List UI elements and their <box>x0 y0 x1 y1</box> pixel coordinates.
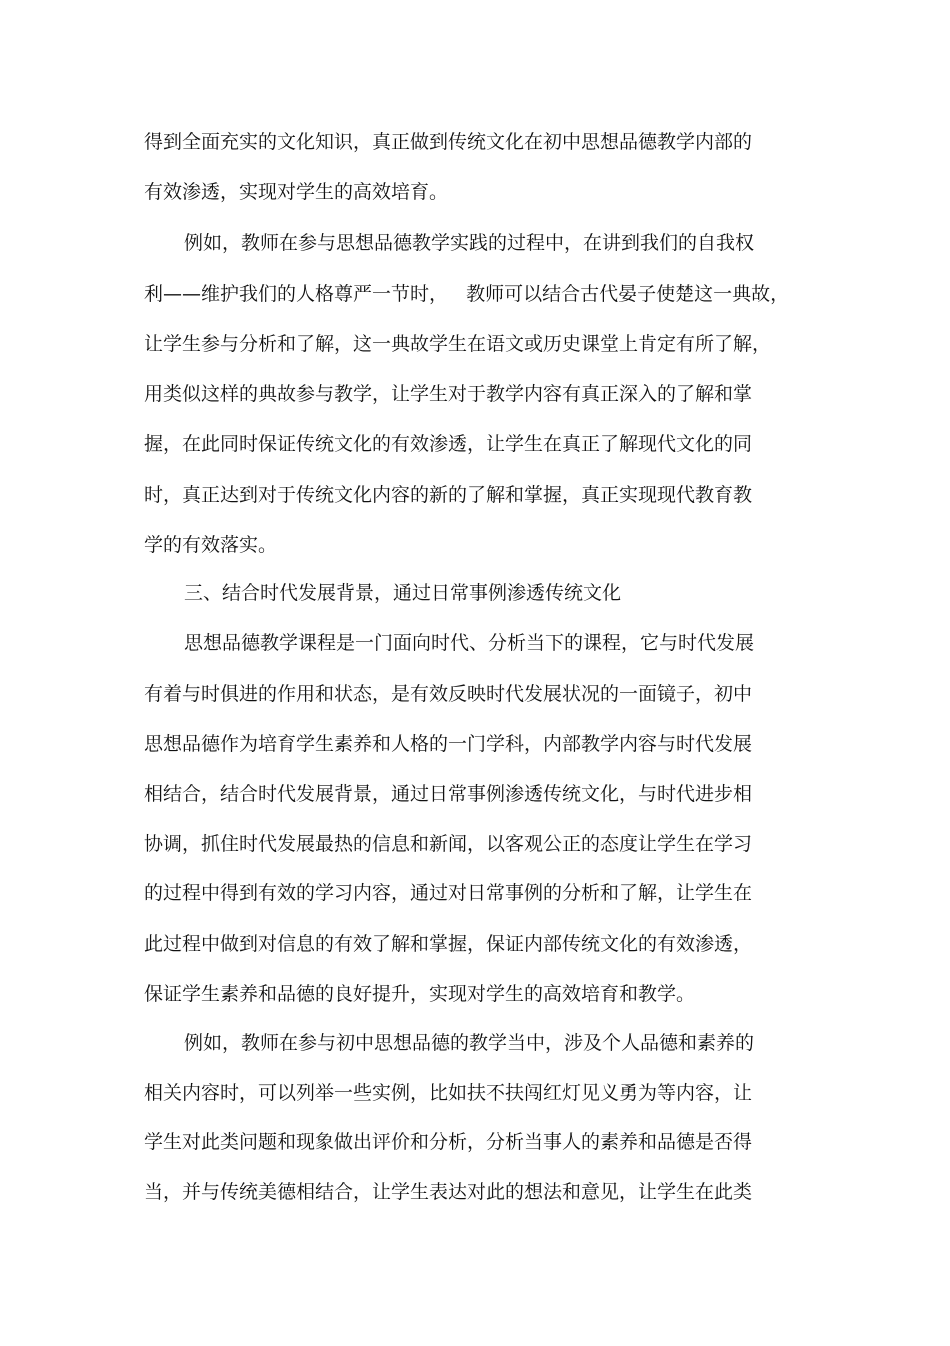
text-line: 相关内容时，可以列举一些实例，比如扶不扶闯红灯见义勇为等内容，让 <box>144 1082 753 1104</box>
text-line: 让学生参与分析和了解，这一典故学生在语文或历史课堂上肯定有所了解， <box>144 333 772 355</box>
text-line: 握，在此同时保证传统文化的有效渗透，让学生在真正了解现代文化的同 <box>144 433 753 455</box>
text-line: 例如，教师在参与思想品德教学实践的过程中，在讲到我们的自我权 <box>184 232 755 254</box>
text-line: 相结合，结合时代发展背景，通过日常事例渗透传统文化，与时代进步相 <box>144 783 753 805</box>
text-line: 此过程中做到对信息的有效了解和掌握，保证内部传统文化的有效渗透， <box>144 933 753 955</box>
text-line: 有着与时俱进的作用和状态，是有效反映时代发展状况的一面镜子，初中 <box>144 683 753 705</box>
text-line: 的过程中得到有效的学习内容，通过对日常事例的分析和了解，让学生在 <box>144 882 753 904</box>
text-line: 利——维护我们的人格尊严一节时， 教师可以结合古代晏子使楚这一典故， <box>144 283 790 305</box>
text-line: 协调，抓住时代发展最热的信息和新闻，以客观公正的态度让学生在学习 <box>144 833 753 855</box>
text-line: 时，真正达到对于传统文化内容的新的了解和掌握，真正实现现代教育教 <box>144 484 753 506</box>
text-line: 当，并与传统美德相结合，让学生表达对此的想法和意见，让学生在此类 <box>144 1181 753 1203</box>
text-line: 保证学生素养和品德的良好提升，实现对学生的高效培育和教学。 <box>144 983 696 1005</box>
section-heading: 三、结合时代发展背景，通过日常事例渗透传统文化 <box>184 582 622 604</box>
text-line: 学的有效落实。 <box>144 534 278 556</box>
text-line: 思想品德教学课程是一门面向时代、分析当下的课程，它与时代发展 <box>184 632 755 654</box>
text-line: 有效渗透，实现对学生的高效培育。 <box>144 181 449 203</box>
text-line: 思想品德作为培育学生素养和人格的一门学科，内部教学内容与时代发展 <box>144 733 753 755</box>
text-line: 得到全面充实的文化知识，真正做到传统文化在初中思想品德教学内部的 <box>144 131 753 153</box>
text-line: 例如，教师在参与初中思想品德的教学当中，涉及个人品德和素养的 <box>184 1032 755 1054</box>
text-line: 用类似这样的典故参与教学，让学生对于教学内容有真正深入的了解和掌 <box>144 383 753 405</box>
text-line: 学生对此类问题和现象做出评价和分析，分析当事人的素养和品德是否得 <box>144 1131 753 1153</box>
